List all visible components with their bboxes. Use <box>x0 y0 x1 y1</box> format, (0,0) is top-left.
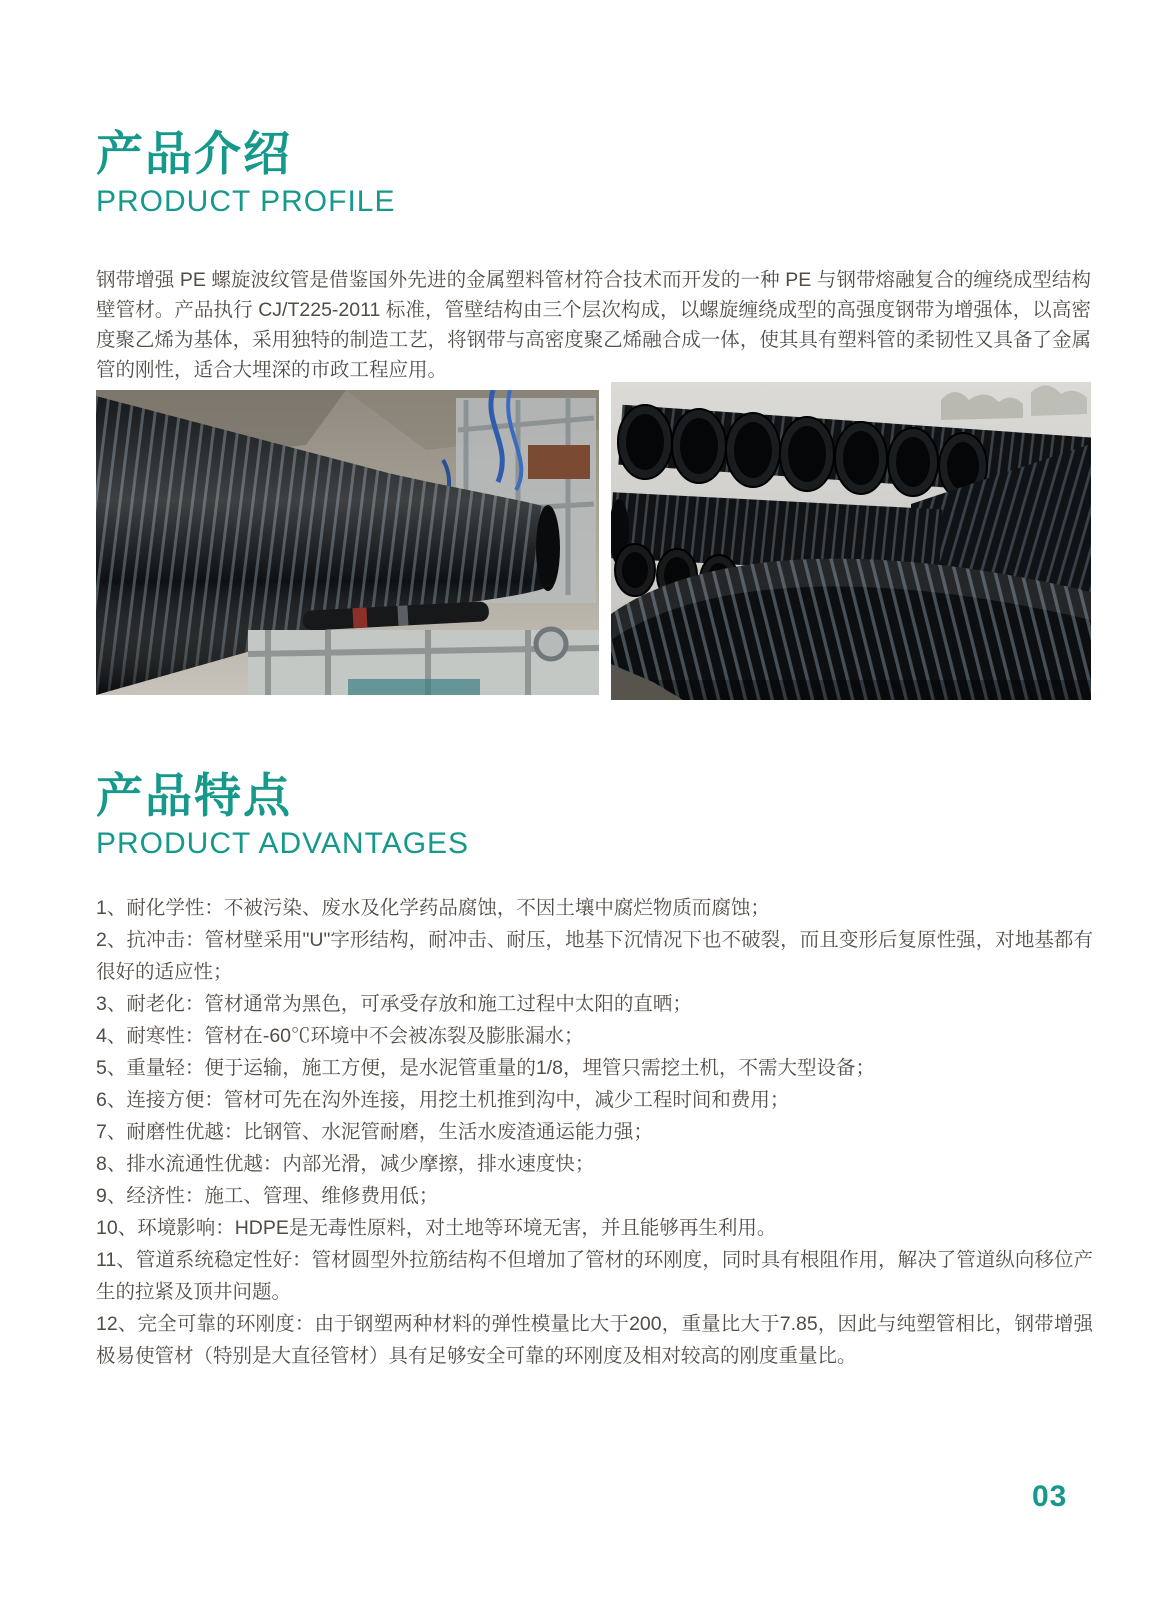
profile-section-header <box>96 127 396 218</box>
advantages-title-zh: 产品特点 <box>96 769 292 822</box>
production-line-photo <box>96 390 599 695</box>
profile-title-zh: 产品介绍 <box>96 127 292 180</box>
pipe-stack-photo-art <box>611 382 1091 700</box>
photos-row <box>96 382 1091 700</box>
list-item: 2、抗冲击：管材壁采用"U"字形结构，耐冲击、耐压，地基下沉情况下也不破裂，而且变形后复原性强，对地基都有很好的适应性； <box>96 929 1093 983</box>
list-item: 7、耐磨性优越：比钢管、水泥管耐磨，生活水废渣通运能力强； <box>96 1121 653 1143</box>
list-item: 12、完全可靠的环刚度：由于钢塑两种材料的弹性模量比大于200，重量比大于7.85，因此与纯塑管相比，钢带增强极易使管材（特别是大直径管材）具有足够安全可靠的环刚度及相对较高的刚度重量比。 <box>96 1313 1093 1367</box>
advantages-title-en: PRODUCT ADVANTAGES <box>96 827 470 860</box>
advantages-section-header <box>96 769 470 860</box>
profile-title-en: PRODUCT PROFILE <box>96 185 396 218</box>
list-item: 3、耐老化：管材通常为黑色，可承受存放和施工过程中太阳的直晒； <box>96 993 692 1015</box>
list-item: 8、排水流通性优越：内部光滑，减少摩擦，排水速度快； <box>96 1153 595 1175</box>
advantages-list <box>96 892 1093 1372</box>
pipe-stack-photo <box>611 382 1091 700</box>
list-item: 10、环境影响：HDPE是无毒性原料，对土地等环境无害，并且能够再生利用。 <box>96 1217 777 1239</box>
list-item: 5、重量轻：便于运输，施工方便，是水泥管重量的1/8，埋管只需挖土机，不需大型设备； <box>96 1057 875 1079</box>
production-line-photo-art <box>96 390 599 695</box>
list-item: 11、管道系统稳定性好：管材圆型外拉筋结构不但增加了管材的环刚度，同时具有根阻作用，解决了管道纵向移位产生的拉紧及顶井问题。 <box>96 1249 1093 1303</box>
page-number: 03 <box>1032 1480 1068 1513</box>
list-item: 6、连接方便：管材可先在沟外连接，用挖土机推到沟中，减少工程时间和费用； <box>96 1089 790 1111</box>
intro-paragraph: 钢带增强 PE 螺旋波纹管是借鉴国外先进的金属塑料管材符合技术而开发的一种 PE 与钢带熔融复合的缠绕成型结构壁管材。产品执行 CJ/T225-2011 标准，管壁结构由三个层次构成，以螺旋缠绕成型的高强度钢带为增强体，以高密度聚乙烯为基体，采用独特的制造工艺，将钢带与高密度聚乙烯融合成一体，使其具有塑料管的柔韧性又具备了金属管的刚性，适合大埋深的市政工程应用。 <box>96 268 1091 381</box>
list-item: 9、经济性：施工、管理、维修费用低； <box>96 1185 439 1207</box>
list-item: 4、耐寒性：管材在-60℃环境中不会被冻裂及膨胀漏水； <box>96 1025 584 1047</box>
list-item: 1、耐化学性：不被污染、废水及化学药品腐蚀，不因土壤中腐烂物质而腐蚀； <box>96 897 770 919</box>
